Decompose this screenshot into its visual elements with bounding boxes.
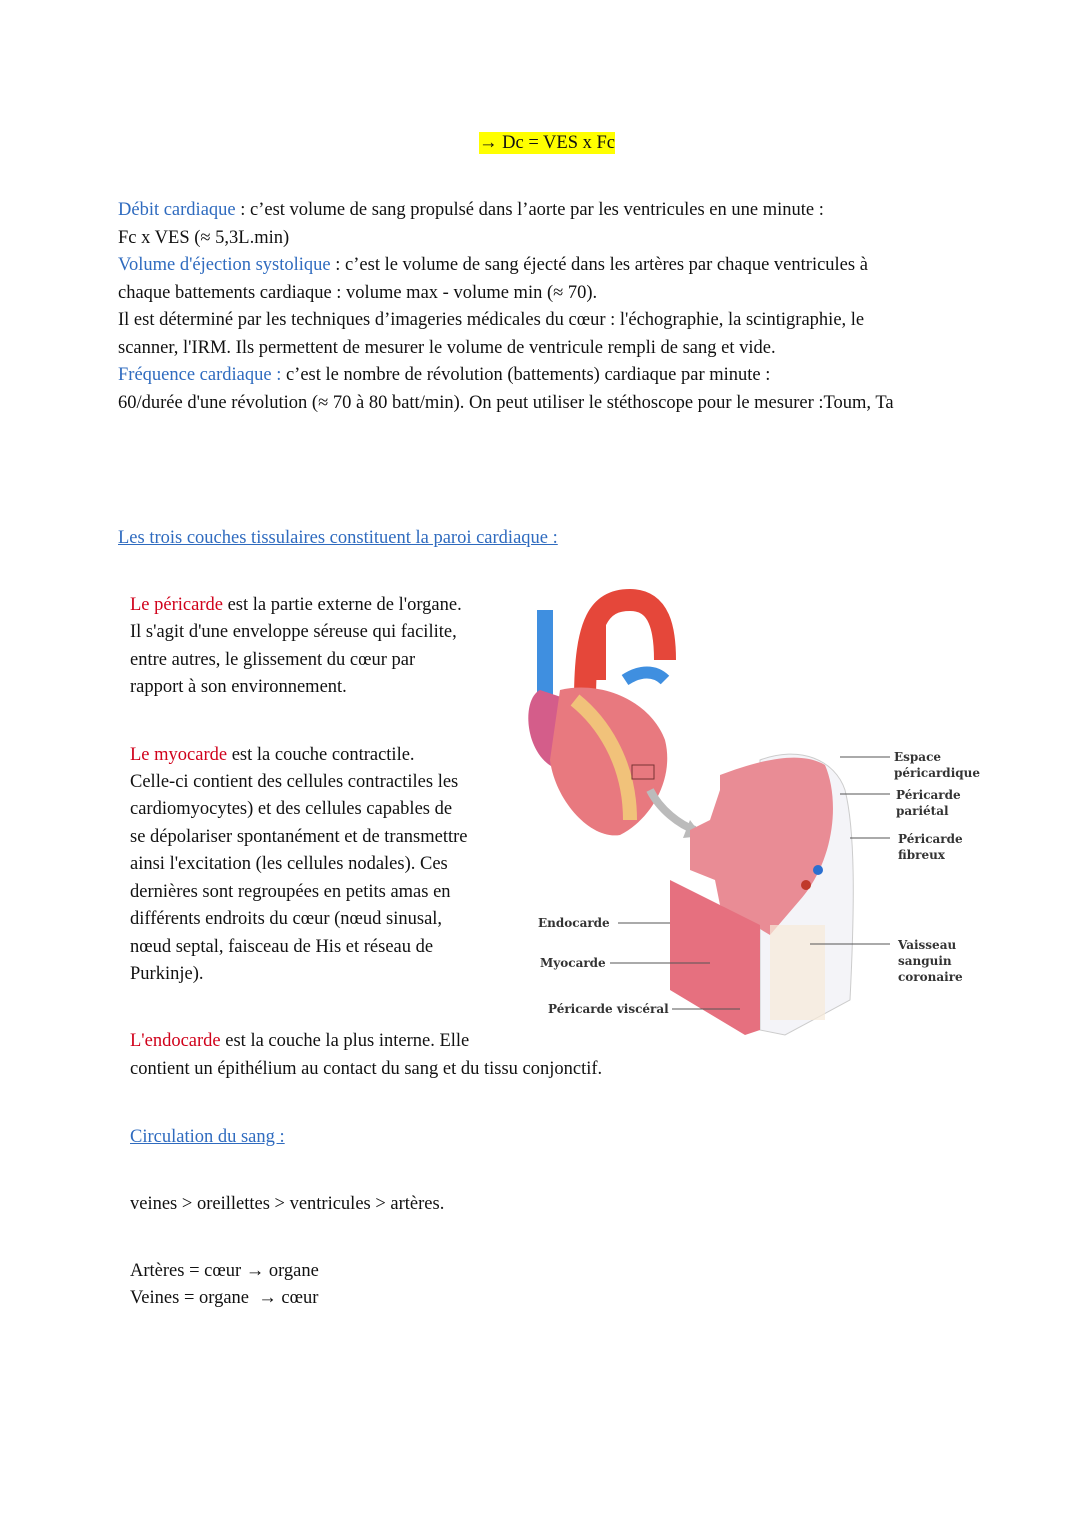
myocarde-line-1: Celle-ci contient des cellules contractiles les bbox=[130, 772, 459, 792]
debit-text: : c’est volume de sang propulsé dans l’aorte par les ventricules en une minute : bbox=[235, 200, 824, 220]
pericarde-text: est la partie externe de l'organe. bbox=[222, 595, 462, 615]
fc-text: c’est le nombre de révolution (battements) cardiaque par minute : bbox=[281, 365, 771, 385]
ves-definition bbox=[118, 254, 868, 276]
pericarde-line-3: rapport à son environnement. bbox=[130, 677, 347, 697]
layers-heading-link[interactable]: Les trois couches tissulaires constituent la paroi cardiaque : bbox=[118, 528, 558, 548]
myocarde-line-3: se dépolariser spontanément et de transmettre bbox=[130, 827, 468, 847]
circulation-heading-link[interactable]: Circulation du sang : bbox=[130, 1127, 285, 1147]
label-endocarde: Endocarde bbox=[538, 916, 610, 930]
veines-definition: Veines = organe → cœur bbox=[130, 1288, 319, 1308]
circulation-order: veines > oreillettes > ventricules > artères. bbox=[130, 1194, 445, 1214]
fc-term: Fréquence cardiaque : bbox=[118, 365, 282, 385]
myocarde-line-8: Purkinje). bbox=[130, 964, 204, 984]
endocarde-text: est la couche la plus interne. Elle bbox=[220, 1031, 470, 1051]
label-vaisseau-coronaire: Vaisseau sanguin coronaire bbox=[898, 938, 963, 984]
endocarde-line-0 bbox=[130, 1030, 469, 1052]
myocarde-line-5: dernières sont regroupées en petits amas en bbox=[130, 882, 451, 902]
ves-line2: chaque battements cardiaque : volume max - volume min (≈ 70). bbox=[118, 283, 598, 303]
pericarde-line-1: Il s'agit d'une enveloppe séreuse qui facilite, bbox=[130, 622, 457, 642]
ves-line3: Il est déterminé par les techniques d’imageries médicales du cœur : l'échographie, la scintigraphie, le bbox=[118, 310, 865, 330]
leader-lines bbox=[610, 757, 890, 1009]
label-pericarde-parietal: Péricarde pariétal bbox=[896, 788, 961, 818]
myocarde-text: est la couche contractile. bbox=[227, 745, 415, 765]
myocarde-line-7: nœud septal, faisceau de His et réseau de bbox=[130, 937, 434, 957]
debit-definition bbox=[118, 199, 824, 221]
myocarde-line-2: cardiomyocytes) et des cellules capables de bbox=[130, 799, 453, 819]
fc-definition bbox=[118, 364, 770, 386]
ves-text: : c’est le volume de sang éjecté dans les artères par chaque ventricules à bbox=[330, 255, 868, 275]
endocarde-line-1: contient un épithélium au contact du sang et du tissu conjonctif. bbox=[130, 1059, 603, 1079]
myocarde-term: Le myocarde bbox=[130, 745, 228, 765]
ves-line4: scanner, l'IRM. Ils permettent de mesurer le volume de ventricule rempli de sang et vide. bbox=[118, 338, 776, 358]
label-espace-pericardique: Espace péricardique bbox=[894, 750, 981, 780]
heart-icon bbox=[528, 600, 702, 838]
fc-line2: 60/durée d'une révolution (≈ 70 à 80 batt/min). On peut utiliser le stéthoscope pour le mesurer :Toum, Ta bbox=[118, 393, 894, 413]
pericarde-line-2: entre autres, le glissement du cœur par bbox=[130, 650, 416, 670]
debit-term: Débit cardiaque bbox=[118, 200, 236, 220]
wall-section-icon bbox=[670, 754, 853, 1035]
formula-highlight: → Dc = VES x Fc bbox=[479, 133, 615, 153]
myocarde-line-0 bbox=[130, 744, 415, 766]
label-myocarde: Myocarde bbox=[540, 956, 606, 970]
debit-formula: Fc x VES (≈ 5,3L.min) bbox=[118, 228, 290, 248]
pericarde-term: Le péricarde bbox=[130, 595, 223, 615]
endocarde-term: L'endocarde bbox=[130, 1031, 221, 1051]
pericarde-line-0 bbox=[130, 594, 462, 616]
label-pericarde-fibreux: Péricarde fibreux bbox=[898, 832, 963, 862]
myocarde-line-6: différents endroits du cœur (nœud sinusal, bbox=[130, 909, 443, 929]
arteres-definition: Artères = cœur → organe bbox=[130, 1261, 319, 1281]
ves-term: Volume d'éjection systolique bbox=[118, 255, 331, 275]
myocarde-line-4: ainsi l'excitation (les cellules nodales). Ces bbox=[130, 854, 448, 874]
label-pericarde-visceral: Péricarde viscéral bbox=[548, 1002, 669, 1016]
